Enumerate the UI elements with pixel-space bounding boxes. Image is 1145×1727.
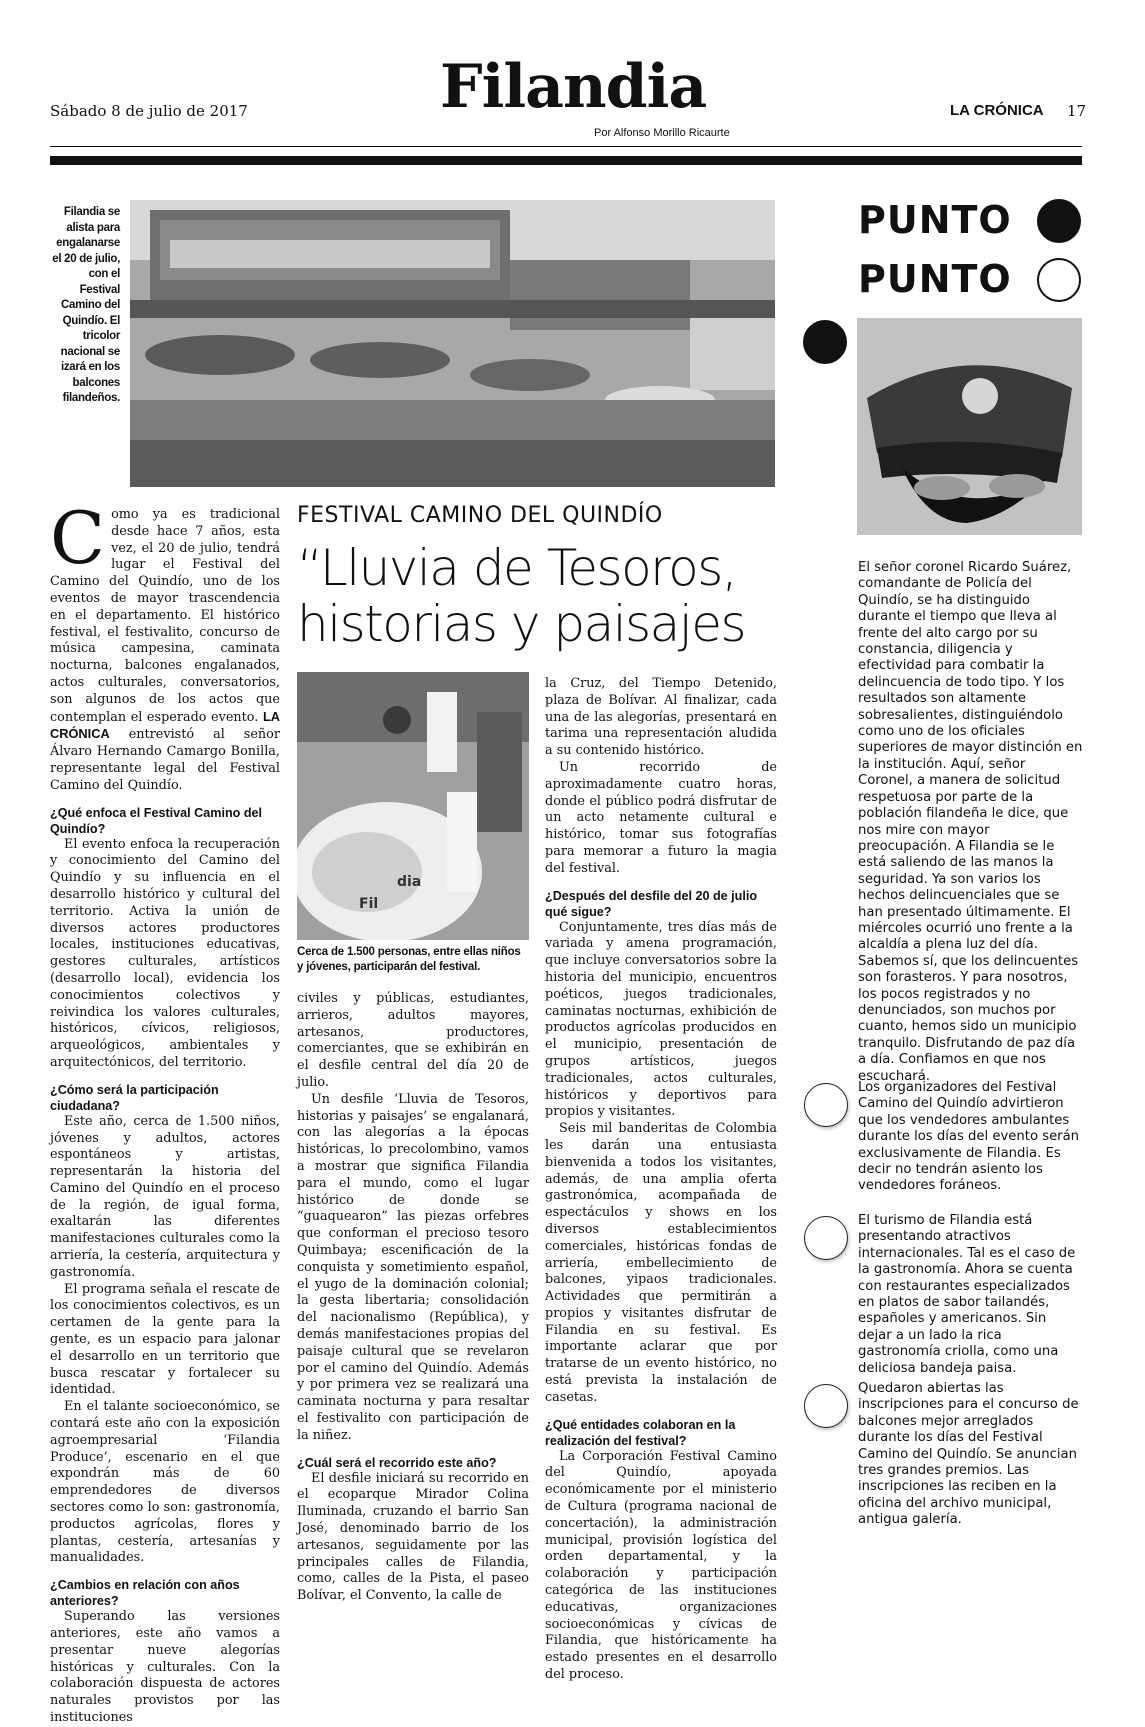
question-3: ¿Cambios en relación con años anteriores? bbox=[50, 1578, 240, 1609]
answer-3-p1: Superando las versiones anteriores, este año vamos a presentar nueve alegorías históricas y culturales. Con la colaboración dispuesta de actores naturales provistos por las instituciones bbox=[50, 1609, 280, 1725]
sidebar-title-line2: PUNTO bbox=[858, 257, 1012, 301]
issue-date: Sábado 8 de julio de 2017 bbox=[50, 102, 248, 120]
byline: Por Alfonso Morillo Ricaurte bbox=[594, 127, 730, 139]
parade-photo bbox=[297, 672, 529, 940]
filled-bullet-icon bbox=[803, 320, 847, 364]
street-scene-illustration bbox=[130, 200, 775, 487]
answer-4-p2: la Cruz, del Tiempo Detenido, plaza de Bolívar. Al finalizar, cada una de las alegorías, presentará en tarima una representación aludida a su contenido histórico. bbox=[545, 676, 777, 759]
sidebar-item-2 bbox=[858, 1080, 1084, 1195]
article-column-1 bbox=[50, 496, 280, 1727]
sidebar-item-4 bbox=[858, 1381, 1084, 1529]
sidebar-item-3 bbox=[858, 1213, 1084, 1377]
article-headline: “Lluvia de Tesoros, historias y paisajes bbox=[297, 539, 746, 653]
police-cap-illustration bbox=[857, 318, 1082, 535]
answer-1: El evento enfoca la recuperación y conocimiento del Camino del Quindío y su influencia en el desarrollo histórico y cultural del territorio. Activa la unión de diversos actores productores locales, instituciones educativas, gestores culturales, artísticos (desarrollo local), evidencia los conocimientos colectivos y reivindica los valores culturales, históricos, cívicos, religiosos, arqueológicos, ambientales y arquitectónicos, del territorio. bbox=[50, 836, 280, 1070]
parade-illustration bbox=[297, 672, 529, 940]
sidebar-item-4-text: Quedaron abiertas las inscripciones para el concurso de balcones mejor arreglados durante los días del Festival Camino del Quindío. Se anuncian tres grandes premios. Las inscripciones las reciben en la oficina del archivo municipal, antigua galería. bbox=[858, 1381, 1079, 1528]
header-rule-thick bbox=[50, 156, 1082, 165]
answer-3-p2: civiles y públicas, estudiantes, arrieros, adultos mayores, artesanos, productores, comerciantes, que se exhibirán en el desfile central del día 20 de julio. bbox=[297, 991, 529, 1090]
sidebar-item-3-text: El turismo de Filandia está presentando atractivos internacionales. Tal es el caso de la gastronomía. Ahora se cuenta con restaurantes especializados en platos de sabor tailandés, españoles y americanos. Sin dejar a un lado la rica gastronomía criolla, como una deliciosa bandeja paisa. bbox=[858, 1213, 1076, 1376]
answer-2-p1: Este año, cerca de 1.500 niños, jóvenes y adultos, actores espontáneos y artistas, representarán la historia del Camino del Quindío en el proceso de la región, de igual forma, exaltarán las diferentes manifestaciones culturales como la arriería, la cestería, arquitectura y gastronomía. bbox=[50, 1113, 280, 1280]
article-intro bbox=[50, 496, 280, 795]
main-photo-street-balconies bbox=[130, 200, 775, 487]
answer-2-p3: En el talante socioeconómico, se contará este año con la exposición agroempresarial ‘Filandia Produce’, escenario en el que expondrán más de 60 emprendedores de diversos sectores como lo son: gastronomía, productos agrícolas, flores y plantas, cestería, artesanías y manualidades. bbox=[50, 1399, 280, 1566]
sidebar-item-1 bbox=[858, 560, 1084, 1085]
intro-publication: LA CRÓNICA bbox=[50, 708, 280, 742]
answer-2-p2: El programa señala el rescate de los conocimientos colectivos, es un certamen de la gente para la gente, es un espacio para jalonar el desarrollo en un territorio que busca rescatar y fortalecer su identidad. bbox=[50, 1281, 280, 1398]
article-kicker: FESTIVAL CAMINO DEL QUINDÍO bbox=[297, 503, 663, 528]
section-title: Filandia bbox=[440, 52, 707, 122]
sidebar-title-line1: PUNTO bbox=[858, 198, 1012, 242]
main-photo-caption: Filandia se alista para engalanarse el 20 de julio, con el Festival Camino del Quindío. El tricolor nacional se izará en los balcones filandeños. bbox=[52, 206, 120, 404]
header-rule-thin bbox=[50, 146, 1082, 147]
intro-text: omo ya es tradicional desde hace 7 años, esta vez, el 20 de julio, tendrá lugar el Festival del Camino del Quindío, uno de los eventos de mayor trascendencia en el departamento. El histórico festival, el festivalito, concurso de música campesina, caminata nocturna, balcones engalanados, actos culturales, conversatorios, son algunos de los actos que contemplan el esperado evento. bbox=[50, 507, 280, 725]
sidebar-item-1-text: El señor coronel Ricardo Suárez, comandante de Policía del Quindío, se ha distinguido durante el tiempo que lleva al frente del alto cargo por su constancia, diligencia y efectividad para combatir la delincuencia de todo tipo. Y los resultados son altamente sobresalientes, distinguiéndolo como uno de los oficiales superiores de mayor distinción en la institución. Aquí, señor Coronel, a manera de solicitud respetuosa por parte de la población filandeña le dice, que nos mire con mayor preocupación. A Filandia se le está saliendo de las manos la seguridad. Ya son varios los hechos delincuenciales que se han presentado últimamente. El miércoles ocurrió uno frente a la alcaldía a plena luz del día. Sabemos sí, que los delincuentes son forasteros. Y para nosotros, los pocos registrados y no denunciados, son muchos por cuanto, hemos sido un municipio tranquilo. Disfrutando de paz día a día. Confiamos en que nos escuchará. bbox=[858, 560, 1083, 1084]
sidebar-item-2-text: Los organizadores del Festival Camino del Quindío advirtieron que los vendedores ambulantes durante los días del evento serán exclusivamente de Filandia. Es decir no tendrán asiento los vendedores foráneos. bbox=[858, 1080, 1080, 1194]
answer-5-p2: Seis mil banderitas de Colombia les darán una entusiasta bienvenida a todos los visitantes, además, de una amplia oferta gastronómica, acompañada de espectáculos y shows en los diversos establecimientos comerciales, históricas fondas de arriería, embellecimiento de balcones, yipaos tradicionales. Actividades que permitirán a propios y visitantes disfrutar de Filandia en su festival. Es importante aclarar que por tratarse de un evento histórico, no está prevista la instalación de casetas. bbox=[545, 1121, 777, 1405]
answer-4-p3: Un recorrido de aproximadamente cuatro horas, donde el público podrá disfrutar de un acto netamente cultural e histórico, tomar sus fotografías para memorar a futuro la magia del festival. bbox=[545, 759, 777, 876]
drop-cap: C bbox=[50, 496, 106, 580]
page-number: 17 bbox=[1067, 102, 1087, 120]
police-cap-photo bbox=[857, 318, 1082, 535]
publication-name: LA CRÓNICA bbox=[950, 102, 1044, 119]
answer-5-p1: Conjuntamente, tres días más de variada y amena programación, que incluye conversatorios sobre la historia del municipio, encuentros poéticos, juegos tradicionales, caminatas nocturnas, exhibición de productos agrícolas producidos en el municipio, presentación de grupos artísticos, juegos tradicionales, actos culturales, históricos y deportivos para propios y visitantes. bbox=[545, 919, 777, 1120]
empty-bullet-icon bbox=[804, 1083, 848, 1127]
filled-dot-icon bbox=[1037, 199, 1081, 243]
empty-bullet-icon bbox=[804, 1384, 848, 1428]
answer-4-p1: El desfile iniciará su recorrido en el ecoparque Mirador Colina Iluminada, cruzando el barrio San José, denominado barrio de los artesanos, seguidamente por las principales calles de Filandia, como, calles de la Pista, el paseo Bolívar, el Convento, la calle de bbox=[297, 1470, 529, 1604]
question-6: ¿Qué entidades colaboran en la realización del festival? bbox=[545, 1417, 736, 1448]
question-1: ¿Qué enfoca el Festival Camino del Quindío? bbox=[50, 805, 263, 836]
article-column-3 bbox=[545, 676, 777, 1684]
question-5: ¿Después del desfile del 20 de julio qué sigue? bbox=[545, 888, 758, 919]
empty-bullet-icon bbox=[804, 1216, 848, 1260]
intro-tail: entrevistó al señor Álvaro Hernando Camargo Bonilla, representante legal del Festival Camino del Quindío. bbox=[50, 727, 280, 793]
parade-photo-caption: Cerca de 1.500 personas, entre ellas niños y jóvenes, participarán del festival. bbox=[297, 946, 521, 973]
answer-3-p3: Un desfile ‘Lluvia de Tesoros, historias y paisajes’ se engalanará, con las alegorías a la épocas históricas, lo precolombino, vamos a mostrar que significa Filandia para el mundo, como el lugar histórico de donde se “guaquearon” las piezas orfebres que conforman el precioso tesoro Quimbaya; escenificación de la conquista y sometimiento español, el yugo de la dominación colonial; la gesta libertaria; consolidación del nacionalismo (República), y demás manifestaciones propias del paisaje cultural que se revelaron por el camino del Quindío. Además y por primera vez se realizará una caminata nocturna y para resaltar el festivalito con participación de la niñez. bbox=[297, 1091, 529, 1443]
empty-dot-icon bbox=[1037, 258, 1081, 302]
question-2: ¿Cómo será la participación ciudadana? bbox=[50, 1082, 219, 1113]
answer-6: La Corporación Festival Camino del Quindío, apoyada económicamente por el ministerio de Cultura (programa nacional de concertación), la administración municipal, provisión logística del orden departamental, y la colaboración y participación categórica de las instituciones educativas, organizaciones socioeconómicas y cívicas de Filandia, que históricamente ha estado presentes en el desarrollo del proceso. bbox=[545, 1448, 777, 1683]
banner-text-2: Fil bbox=[359, 896, 379, 912]
banner-text: dia bbox=[397, 874, 422, 890]
article-column-2 bbox=[297, 991, 529, 1605]
question-4: ¿Cuál será el recorrido este año? bbox=[297, 1455, 497, 1470]
